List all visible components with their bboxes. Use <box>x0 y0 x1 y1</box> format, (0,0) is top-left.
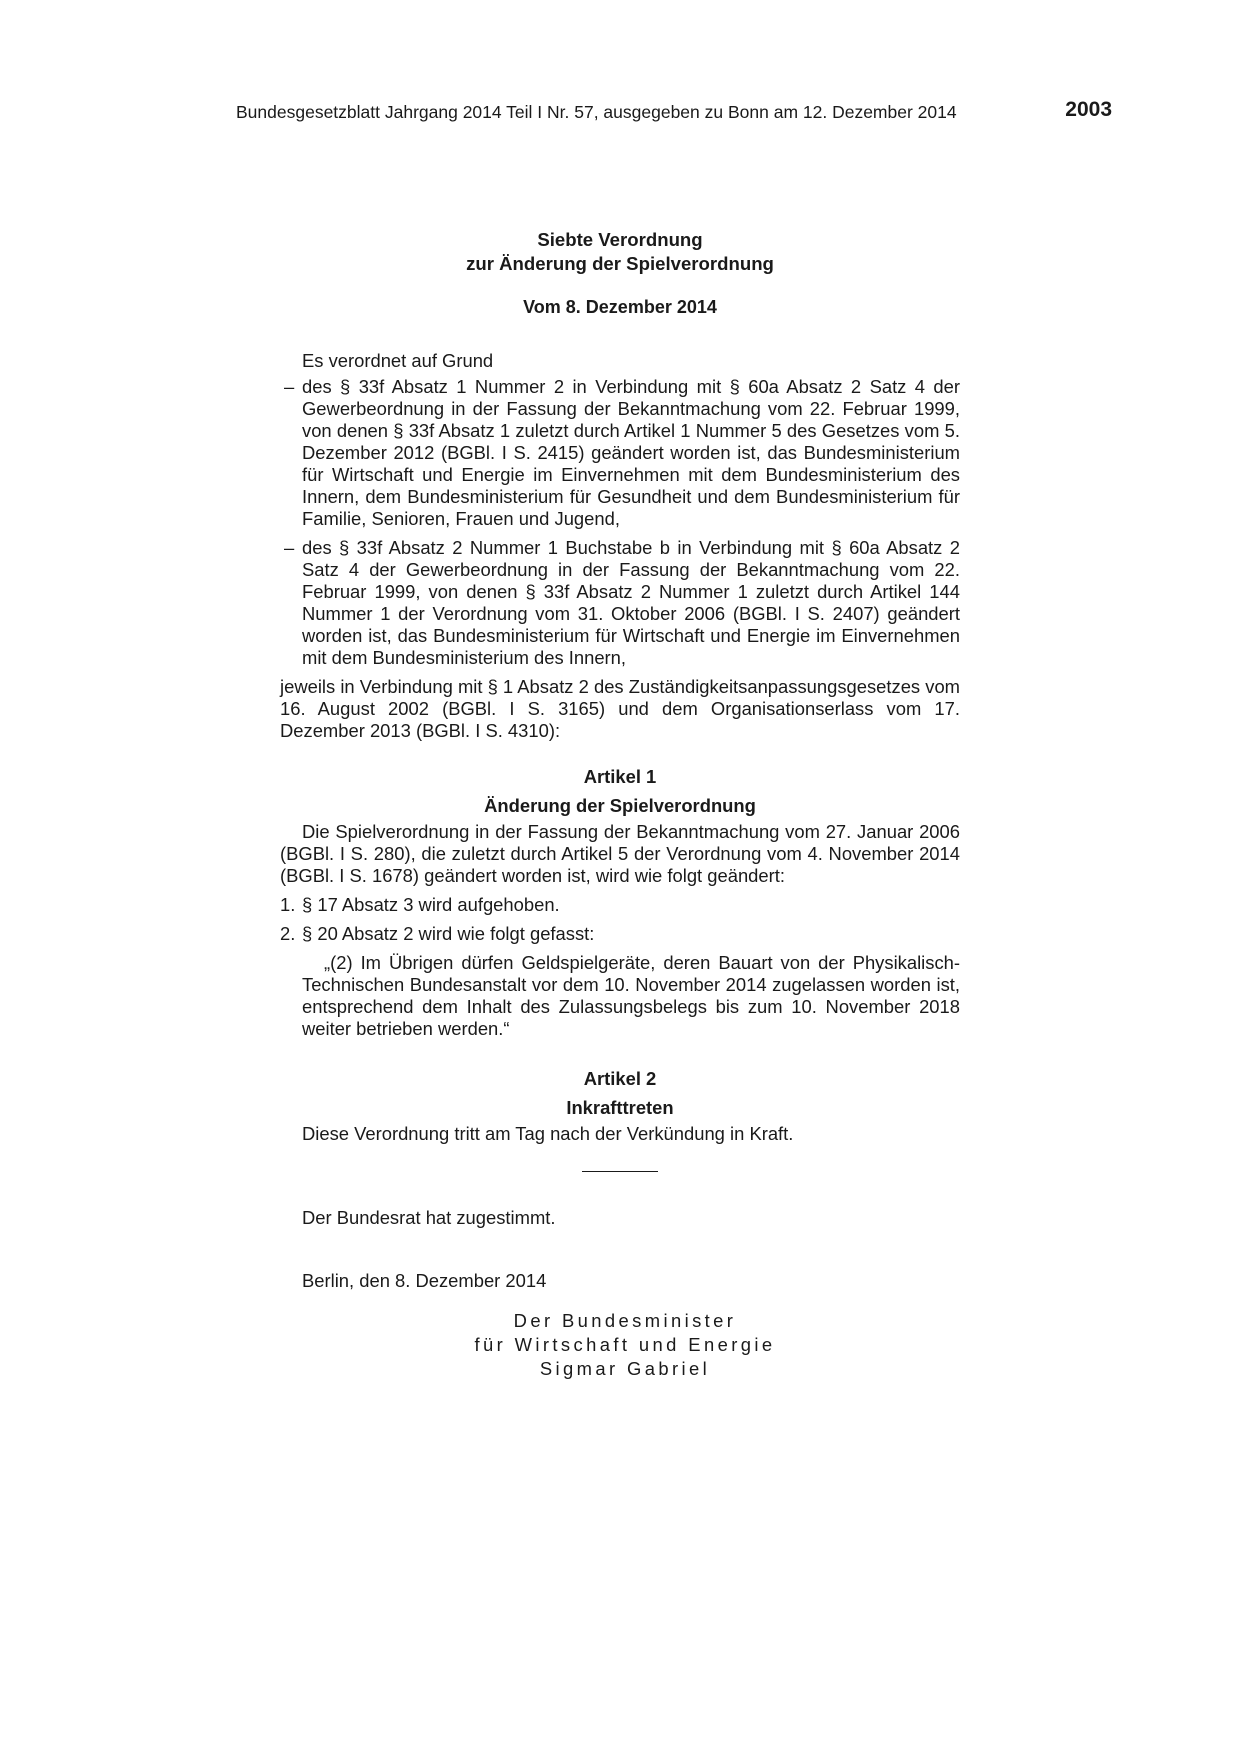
item-number: 2. <box>280 923 296 944</box>
title-line-2: zur Änderung der Spielverordnung <box>466 253 774 274</box>
document-date: Vom 8. Dezember 2014 <box>523 297 717 317</box>
bundesrat-note: Der Bundesrat hat zugestimmt. <box>302 1207 556 1228</box>
item-text: § 20 Absatz 2 wird wie folgt gefasst: <box>302 923 595 944</box>
dash-marker: – <box>284 537 295 558</box>
preamble: Es verordnet auf Grund <box>302 350 494 371</box>
ordinance-body <box>280 228 960 1381</box>
place-and-date: Berlin, den 8. Dezember 2014 <box>302 1270 547 1291</box>
article-2-text: Diese Verordnung tritt am Tag nach der Verkündung in Kraft. <box>302 1123 794 1144</box>
signatory-ministry: für Wirtschaft und Energie <box>474 1334 776 1355</box>
article-1-title: Änderung der Spielverordnung <box>484 795 756 816</box>
publication-line: Bundesgesetzblatt Jahrgang 2014 Teil I Nr. 57, ausgegeben zu Bonn am 12. Dezember 2014 <box>236 102 957 122</box>
item-number: 1. <box>280 894 296 915</box>
amendment-item <box>280 894 960 916</box>
signatory-name: Sigmar Gabriel <box>539 1358 711 1379</box>
legal-basis-item <box>280 537 960 669</box>
item-text: § 17 Absatz 3 wird aufgehoben. <box>302 894 560 915</box>
article-2-title: Inkrafttreten <box>566 1097 674 1118</box>
closing-clause: jeweils in Verbindung mit § 1 Absatz 2 des Zuständigkeitsanpassungsgesetzes vom 16. August 2002 (BGBl. I S. 3165) und dem Organisationserlass vom 17. Dezember 2013 (BGBl. I S. 4310): <box>280 676 960 741</box>
amended-text-quote: „(2) Im Übrigen dürfen Geldspielgeräte, deren Bauart von der Physikalisch-Technischen Bundesanstalt vor dem 10. November 2014 zugelassen worden ist, entsprechend dem Inhalt des Zulassungsbelegs bis zum 10. November 2018 weiter betrieben werden.“ <box>302 952 960 1039</box>
amendment-item <box>280 923 960 945</box>
signature-block <box>280 1309 960 1381</box>
legal-basis-item <box>280 376 960 530</box>
signatory-title: Der Bundesminister <box>513 1310 737 1331</box>
document-title <box>280 228 960 276</box>
separator-rule <box>582 1171 658 1172</box>
page-number: 2003 <box>1065 98 1112 121</box>
legal-basis-text: des § 33f Absatz 2 Nummer 1 Buchstabe b in Verbindung mit § 60a Absatz 2 Satz 4 der Gewerbeordnung in der Fassung der Bekanntmachung vom 22. Februar 1999, von denen § 33f Absatz 2 Nummer 1 zuletzt durch Artikel 144 Nummer 1 der Verordnung vom 31. Oktober 2006 (BGBl. I S. 2407) geändert worden ist, das Bundesministerium für Wirtschaft und Energie im Einvernehmen mit dem Bundesministerium des Innern, <box>302 537 960 668</box>
article-2-number: Artikel 2 <box>583 1068 657 1089</box>
legal-basis-list <box>280 376 960 669</box>
title-line-1: Siebte Verordnung <box>537 229 703 250</box>
page-header <box>236 98 1112 126</box>
legal-basis-text: des § 33f Absatz 1 Nummer 2 in Verbindung mit § 60a Absatz 2 Satz 4 der Gewerbeordnung in der Fassung der Bekanntmachung vom 22. Februar 1999, von denen § 33f Absatz 1 zuletzt durch Artikel 1 Nummer 5 des Gesetzes vom 5. Dezember 2012 (BGBl. I S. 2415) geändert worden ist, das Bundesministerium für Wirtschaft und Energie im Einvernehmen mit dem Bundesministerium des Innern, dem Bundesministerium für Gesundheit und dem Bundesministerium für Familie, Senioren, Frauen und Jugend, <box>302 376 960 529</box>
article-1-intro: Die Spielverordnung in der Fassung der Bekanntmachung vom 27. Januar 2006 (BGBl. I S. 280), die zuletzt durch Artikel 5 der Verordnung vom 4. November 2014 (BGBl. I S. 1678) geändert worden ist, wird wie folgt geändert: <box>280 821 960 886</box>
dash-marker: – <box>284 376 295 397</box>
article-1-number: Artikel 1 <box>583 766 657 787</box>
